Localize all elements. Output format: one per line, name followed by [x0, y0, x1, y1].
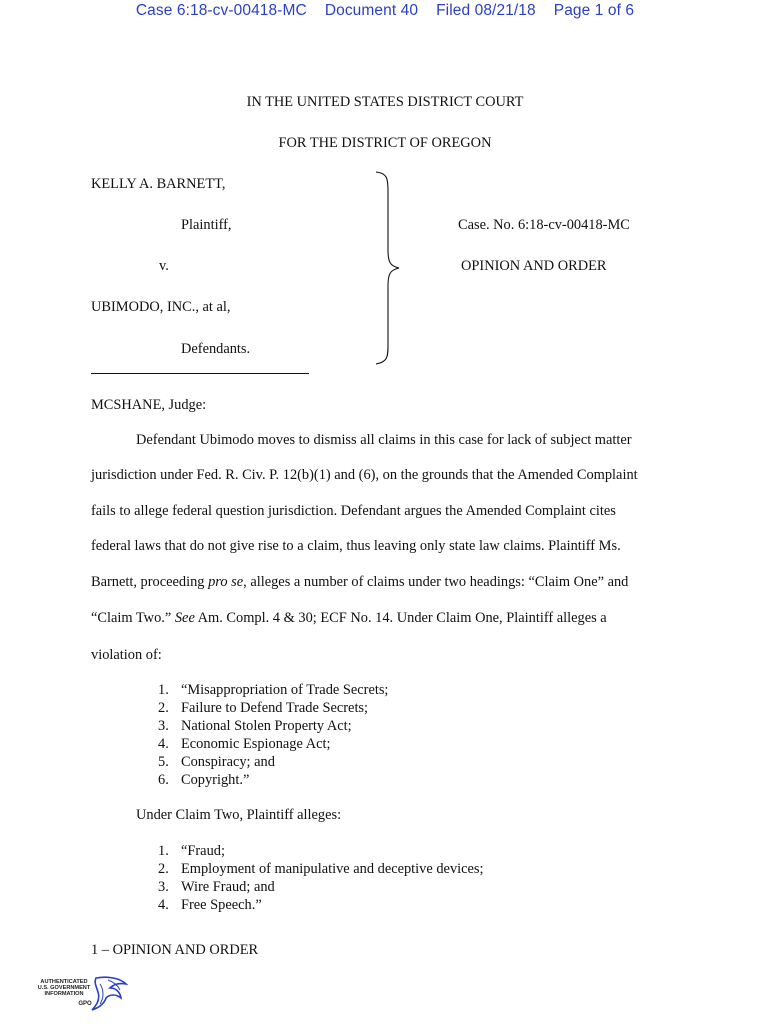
list-item-number: 4. — [158, 736, 169, 752]
list-item — [158, 681, 388, 699]
list-item — [158, 771, 388, 789]
body-line-5-part-b: , alleges a number of claims under two headings: “Claim One” and — [243, 574, 629, 590]
claim-two-intro: Under Claim Two, Plaintiff alleges: — [136, 807, 342, 823]
seal-line-4: GPO — [78, 1001, 92, 1007]
caption-brace-icon — [372, 170, 406, 366]
list-item — [158, 860, 484, 878]
seal-line-3: INFORMATION — [44, 991, 84, 997]
list-item-number: 3. — [158, 718, 169, 734]
body-line-3: fails to allege federal question jurisdiction. Defendant argues the Amended Complaint cites — [91, 503, 616, 519]
list-item — [158, 699, 388, 717]
list-item — [158, 896, 484, 914]
body-line-4: federal laws that do not give rise to a claim, thus leaving only state law claims. Plaintiff Ms. — [91, 538, 621, 554]
versus: v. — [159, 258, 169, 274]
list-item-text: Economic Espionage Act; — [181, 736, 331, 752]
list-item-text: “Fraud; — [181, 843, 225, 859]
list-item-text: Conspiracy; and — [181, 754, 275, 770]
body-line-6-part-b: Am. Compl. 4 & 30; ECF No. 14. Under Claim One, Plaintiff alleges a — [194, 610, 607, 626]
list-item-text: Copyright.” — [181, 772, 250, 788]
eagle-icon — [92, 977, 126, 1010]
document-title: OPINION AND ORDER — [461, 258, 607, 274]
body-line-5-emphasis: pro se — [208, 574, 244, 590]
judge-line: MCSHANE, Judge: — [91, 397, 207, 413]
list-item-number: 1. — [158, 843, 169, 859]
body-line-6 — [91, 610, 691, 627]
page-footer: 1 – OPINION AND ORDER — [91, 942, 259, 958]
list-item — [158, 842, 484, 860]
list-item-number: 2. — [158, 861, 169, 877]
plaintiff-name: KELLY A. BARNETT, — [91, 176, 226, 192]
court-district: FOR THE DISTRICT OF OREGON — [278, 135, 492, 151]
seal-line-1: AUTHENTICATED — [40, 979, 88, 985]
body-line-6-part-a: “Claim Two.” — [91, 610, 175, 626]
list-item-number: 4. — [158, 897, 169, 913]
list-item-number: 2. — [158, 700, 169, 716]
list-item — [158, 753, 388, 771]
list-item-number: 5. — [158, 754, 169, 770]
list-item-text: “Misappropriation of Trade Secrets; — [181, 682, 389, 698]
body-line-5 — [91, 574, 691, 591]
body-line-2: jurisdiction under Fed. R. Civ. P. 12(b)(1) and (6), on the grounds that the Amended Complaint — [91, 467, 638, 483]
plaintiff-role: Plaintiff, — [181, 217, 232, 233]
defendant-name: UBIMODO, INC., at al, — [91, 299, 231, 315]
list-item-text: National Stolen Property Act; — [181, 718, 352, 734]
list-item-text: Free Speech.” — [181, 897, 262, 913]
list-item — [158, 735, 388, 753]
body-line-6-emphasis: See — [174, 610, 195, 626]
body-line-1: Defendant Ubimodo moves to dismiss all claims in this case for lack of subject matter — [136, 432, 632, 448]
list-item-number: 3. — [158, 879, 169, 895]
seal-line-2: U.S. GOVERNMENT — [38, 985, 91, 991]
ecf-header-stamp — [0, 2, 770, 20]
stamp-document-number: Document 40 — [324, 2, 419, 19]
stamp-page-count: Page 1 of 6 — [553, 2, 635, 19]
list-item — [158, 717, 388, 735]
defendant-role: Defendants. — [181, 341, 251, 357]
list-item-number: 6. — [158, 772, 169, 788]
list-item-text: Wire Fraud; and — [181, 879, 275, 895]
list-item-text: Employment of manipulative and deceptive devices; — [181, 861, 484, 877]
stamp-case-number: Case 6:18-cv-00418-MC — [135, 2, 307, 19]
claim-one-list — [158, 681, 388, 789]
body-line-7: violation of: — [91, 647, 162, 663]
caption-rule — [91, 373, 309, 374]
gpo-authentication-seal — [38, 974, 138, 1018]
list-item-text: Failure to Defend Trade Secrets; — [181, 700, 369, 716]
body-line-5-part-a: Barnett, proceeding — [91, 574, 209, 590]
court-name: IN THE UNITED STATES DISTRICT COURT — [246, 94, 524, 110]
list-item-number: 1. — [158, 682, 169, 698]
stamp-filed-date: Filed 08/21/18 — [436, 2, 536, 19]
claim-two-list — [158, 842, 484, 914]
case-number: Case. No. 6:18-cv-00418-MC — [458, 217, 630, 233]
list-item — [158, 878, 484, 896]
